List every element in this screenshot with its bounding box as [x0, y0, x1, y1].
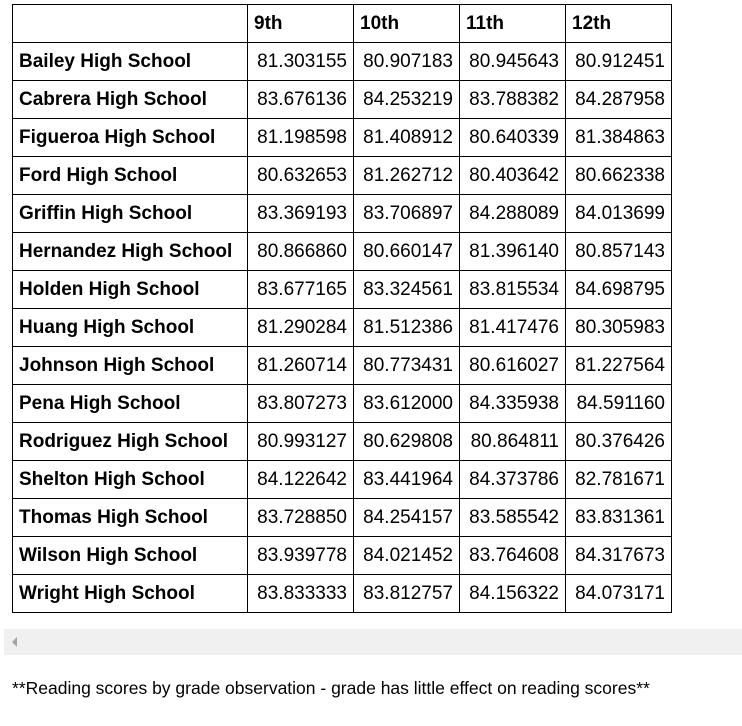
- index-header: [13, 5, 248, 43]
- cell: 84.373786: [460, 461, 566, 499]
- cell: 80.640339: [460, 119, 566, 157]
- table-row: [13, 43, 672, 81]
- table-row: [13, 499, 672, 537]
- table-row: [13, 309, 672, 347]
- cell: 80.632653: [248, 157, 354, 195]
- cell: 80.857143: [566, 233, 672, 271]
- cell: 80.376426: [566, 423, 672, 461]
- cell: 80.403642: [460, 157, 566, 195]
- cell: 80.662338: [566, 157, 672, 195]
- cell: 83.676136: [248, 81, 354, 119]
- table-row: [13, 195, 672, 233]
- table-row: [13, 271, 672, 309]
- row-label: Bailey High School: [13, 43, 248, 81]
- row-label: Wilson High School: [13, 537, 248, 575]
- cell: 82.781671: [566, 461, 672, 499]
- table-row: [13, 575, 672, 613]
- cell: 83.939778: [248, 537, 354, 575]
- cell: 81.198598: [248, 119, 354, 157]
- reading-scores-by-grade-table: [12, 4, 672, 613]
- cell: 83.831361: [566, 499, 672, 537]
- cell: 83.612000: [354, 385, 460, 423]
- cell: 81.384863: [566, 119, 672, 157]
- cell: 83.369193: [248, 195, 354, 233]
- cell: 81.290284: [248, 309, 354, 347]
- row-label: Rodriguez High School: [13, 423, 248, 461]
- row-label: Figueroa High School: [13, 119, 248, 157]
- cell: 83.788382: [460, 81, 566, 119]
- cell: 81.260714: [248, 347, 354, 385]
- table-row: [13, 157, 672, 195]
- table-row: [13, 537, 672, 575]
- table-row: [13, 385, 672, 423]
- table-row: [13, 119, 672, 157]
- cell: 83.764608: [460, 537, 566, 575]
- row-label: Thomas High School: [13, 499, 248, 537]
- cell: 83.807273: [248, 385, 354, 423]
- cell: 84.156322: [460, 575, 566, 613]
- cell: 83.815534: [460, 271, 566, 309]
- cell: 84.021452: [354, 537, 460, 575]
- column-header-9th: 9th: [248, 5, 354, 43]
- cell: 80.907183: [354, 43, 460, 81]
- cell: 80.993127: [248, 423, 354, 461]
- cell: 84.288089: [460, 195, 566, 233]
- cell: 83.833333: [248, 575, 354, 613]
- cell: 81.417476: [460, 309, 566, 347]
- table-row: [13, 347, 672, 385]
- cell: 80.864811: [460, 423, 566, 461]
- dataframe-output: [12, 4, 742, 613]
- cell: 84.698795: [566, 271, 672, 309]
- cell: 80.305983: [566, 309, 672, 347]
- cell: 84.073171: [566, 575, 672, 613]
- cell: 81.262712: [354, 157, 460, 195]
- cell: 81.408912: [354, 119, 460, 157]
- cell: 83.728850: [248, 499, 354, 537]
- cell: 81.396140: [460, 233, 566, 271]
- row-label: Cabrera High School: [13, 81, 248, 119]
- cell: 80.912451: [566, 43, 672, 81]
- table-row: [13, 461, 672, 499]
- cell: 81.303155: [248, 43, 354, 81]
- row-label: Wright High School: [13, 575, 248, 613]
- cell: 84.287958: [566, 81, 672, 119]
- cell: 80.945643: [460, 43, 566, 81]
- cell: 83.441964: [354, 461, 460, 499]
- cell: 84.013699: [566, 195, 672, 233]
- column-header-10th: 10th: [354, 5, 460, 43]
- row-label: Johnson High School: [13, 347, 248, 385]
- table-row: [13, 423, 672, 461]
- cell: 80.629808: [354, 423, 460, 461]
- cell: 84.591160: [566, 385, 672, 423]
- cell: 84.122642: [248, 461, 354, 499]
- cell: 80.866860: [248, 233, 354, 271]
- cell: 80.616027: [460, 347, 566, 385]
- cell: 84.253219: [354, 81, 460, 119]
- scroll-left-icon[interactable]: [12, 637, 17, 647]
- column-header-11th: 11th: [460, 5, 566, 43]
- cell: 81.512386: [354, 309, 460, 347]
- column-header-12th: 12th: [566, 5, 672, 43]
- cell: 81.227564: [566, 347, 672, 385]
- table-row: [13, 233, 672, 271]
- cell: 83.706897: [354, 195, 460, 233]
- table-row: [13, 81, 672, 119]
- row-label: Ford High School: [13, 157, 248, 195]
- cell: 83.585542: [460, 499, 566, 537]
- cell: 84.317673: [566, 537, 672, 575]
- observation-note: **Reading scores by grade observation - grade has little effect on reading scores**: [12, 678, 650, 698]
- row-label: Griffin High School: [13, 195, 248, 233]
- row-label: Shelton High School: [13, 461, 248, 499]
- cell: 80.773431: [354, 347, 460, 385]
- row-label: Hernandez High School: [13, 233, 248, 271]
- horizontal-scrollbar[interactable]: [4, 629, 742, 655]
- cell: 83.812757: [354, 575, 460, 613]
- header-row: [13, 5, 672, 43]
- cell: 84.335938: [460, 385, 566, 423]
- row-label: Pena High School: [13, 385, 248, 423]
- row-label: Holden High School: [13, 271, 248, 309]
- cell: 83.677165: [248, 271, 354, 309]
- cell: 80.660147: [354, 233, 460, 271]
- cell: 83.324561: [354, 271, 460, 309]
- cell: 84.254157: [354, 499, 460, 537]
- row-label: Huang High School: [13, 309, 248, 347]
